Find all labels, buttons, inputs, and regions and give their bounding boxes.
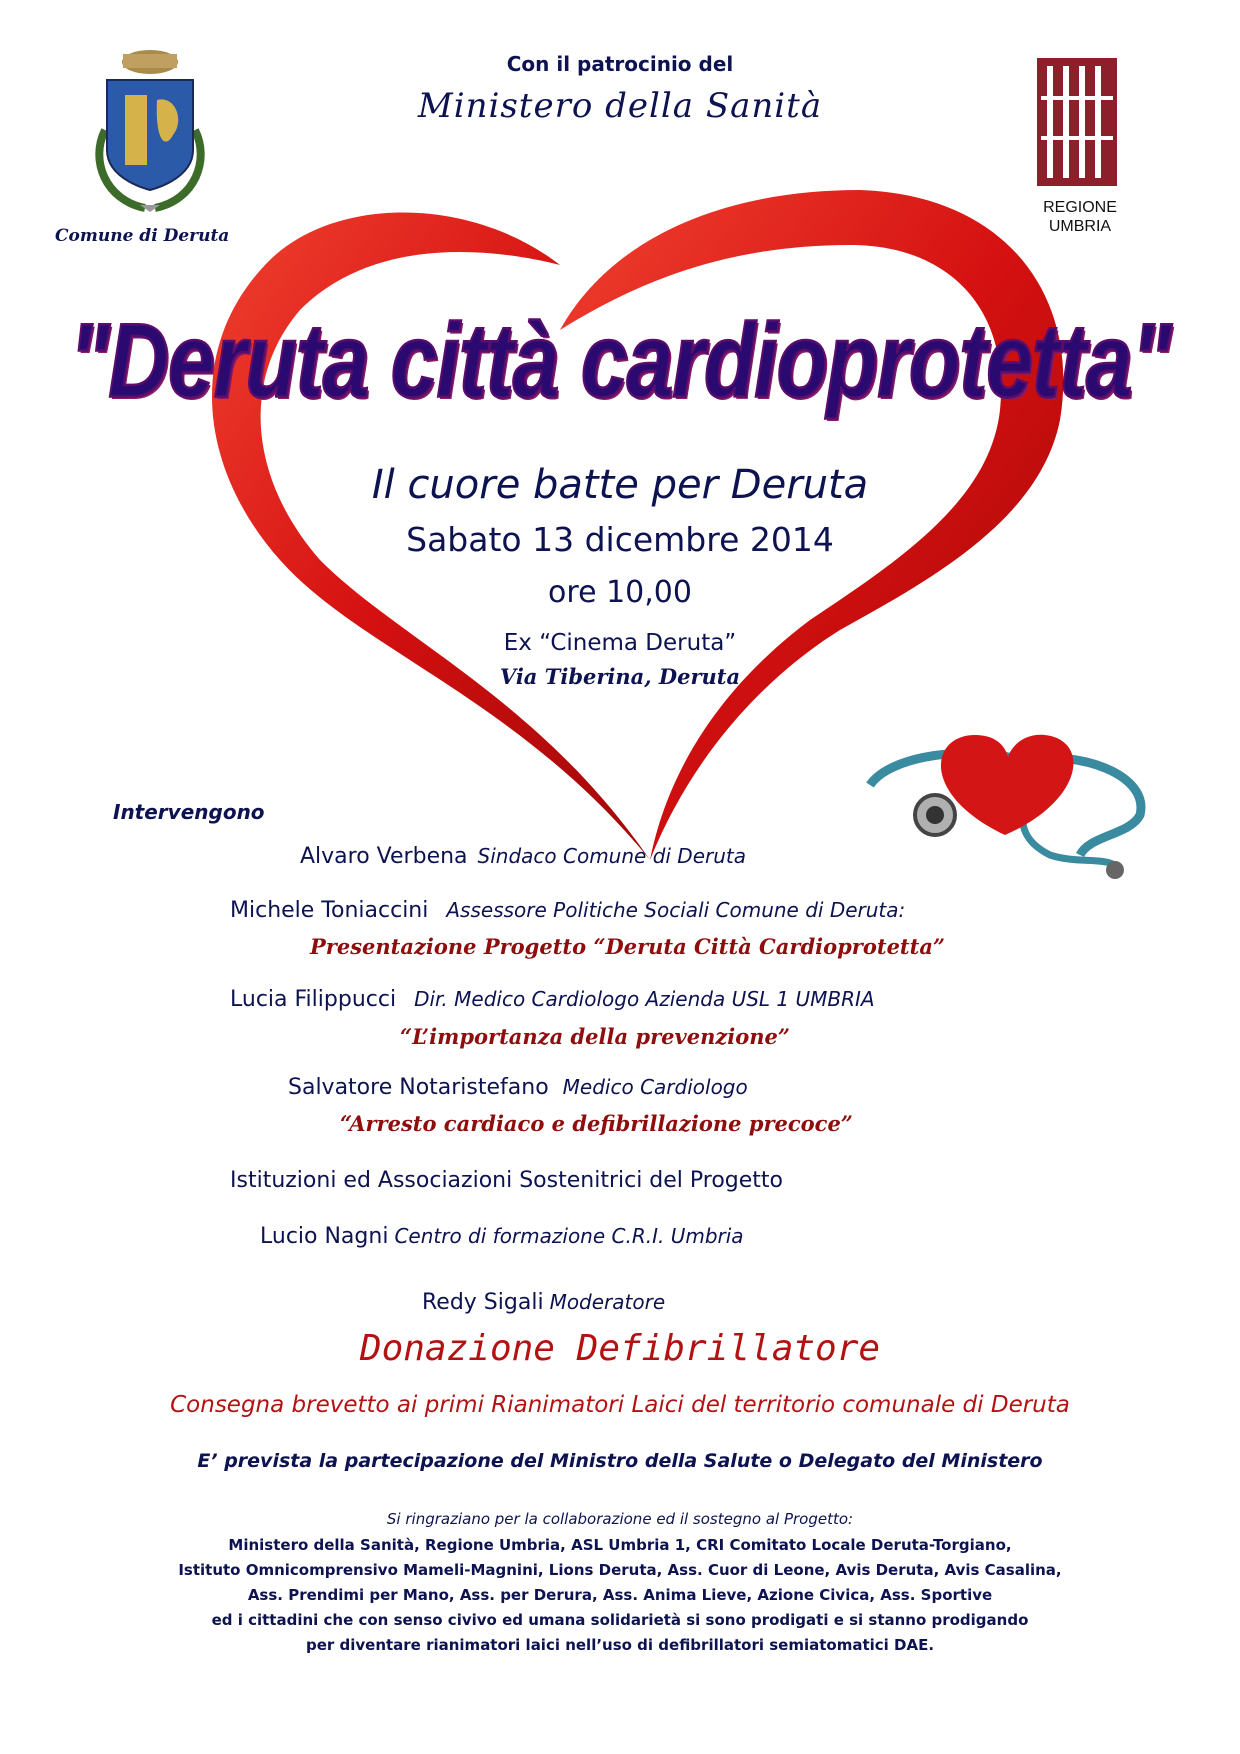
- speaker-talk: Presentazione Progetto “Deruta Città Cardioprotetta”: [310, 934, 946, 959]
- event-subtitle: Il cuore batte per Deruta: [371, 462, 869, 508]
- speaker-role: Medico Cardiologo: [562, 1075, 748, 1099]
- certificate-line: Consegna brevetto ai primi Rianimatori Laici del territorio comunale di Deruta: [170, 1392, 1070, 1418]
- stethoscope-heart-illustration: [850, 705, 1160, 885]
- speaker-row: [422, 1290, 665, 1315]
- ministry-name: Ministero della Sanità: [417, 86, 823, 126]
- comune-coat-of-arms: [85, 40, 215, 215]
- thanks-line: Istituto Omnicomprensivo Mameli-Magnini, Lions Deruta, Ass. Cuor di Leone, Avis Deruta, Avis Casalina,: [178, 1561, 1062, 1579]
- event-address: Via Tiberina, Deruta: [499, 664, 741, 689]
- regione-label: [1020, 198, 1140, 236]
- event-time: ore 10,00: [548, 575, 692, 610]
- speaker-name: Redy Sigali: [422, 1290, 544, 1315]
- speaker-row: [300, 844, 746, 869]
- minister-participation-line: E’ prevista la partecipazione del Ministro della Salute o Delegato del Ministero: [197, 1450, 1043, 1472]
- speaker-role: Assessore Politiche Sociali Comune di Deruta:: [446, 898, 906, 922]
- speaker-talk: “Arresto cardiaco e defibrillazione precoce”: [340, 1111, 853, 1136]
- event-venue: Ex “Cinema Deruta”: [503, 630, 737, 656]
- speaker-name: Lucia Filippucci: [230, 987, 397, 1012]
- speaker-role: Centro di formazione C.R.I. Umbria: [394, 1224, 744, 1248]
- event-title: "Deruta città cardioprotetta": [69, 301, 1171, 419]
- regione-line-1: REGIONE: [1043, 199, 1117, 216]
- thanks-line: ed i cittadini che con senso civivo ed umana solidarietà si sono prodigati e si stanno prodigando: [211, 1611, 1029, 1629]
- institutions-line: Istituzioni ed Associazioni Sostenitrici del Progetto: [230, 1168, 784, 1193]
- thanks-line: per diventare rianimatori laici nell’uso di defibrillatori semiatomatici DAE.: [305, 1636, 935, 1654]
- speaker-role: Sindaco Comune di Deruta: [477, 844, 747, 868]
- event-date: Sabato 13 dicembre 2014: [406, 520, 834, 559]
- thanks-title: Si ringraziano per la collaborazione ed il sostegno al Progetto:: [386, 1510, 854, 1528]
- patronage-line: Con il patrocinio del: [506, 52, 734, 76]
- speakers-heading: Intervengono: [113, 800, 265, 824]
- speaker-name: Alvaro Verbena: [300, 844, 468, 869]
- speaker-talk: “L’importanza della prevenzione”: [400, 1024, 790, 1049]
- speaker-row: [230, 987, 875, 1012]
- speaker-role: Moderatore: [549, 1290, 666, 1314]
- donation-heading: Donazione Defibrillatore: [359, 1328, 881, 1369]
- speaker-name: Salvatore Notaristefano: [288, 1075, 549, 1100]
- speaker-name: Lucio Nagni: [260, 1224, 389, 1249]
- speaker-row: [288, 1075, 748, 1100]
- thanks-line: Ministero della Sanità, Regione Umbria, ASL Umbria 1, CRI Comitato Locale Deruta-Torgiano,: [228, 1536, 1012, 1554]
- thanks-line: Ass. Prendimi per Mano, Ass. per Derura, Ass. Anima Lieve, Azione Civica, Ass. Sportive: [247, 1586, 993, 1604]
- speaker-role: Dir. Medico Cardiologo Azienda USL 1 UMBRIA: [414, 987, 875, 1011]
- regione-line-2: UMBRIA: [1048, 218, 1112, 235]
- comune-label: Comune di Deruta: [55, 226, 230, 246]
- speaker-row: [230, 898, 905, 923]
- speaker-row: [260, 1224, 744, 1249]
- speaker-name: Michele Toniaccini: [230, 898, 429, 923]
- regione-umbria-logo: [1037, 58, 1117, 186]
